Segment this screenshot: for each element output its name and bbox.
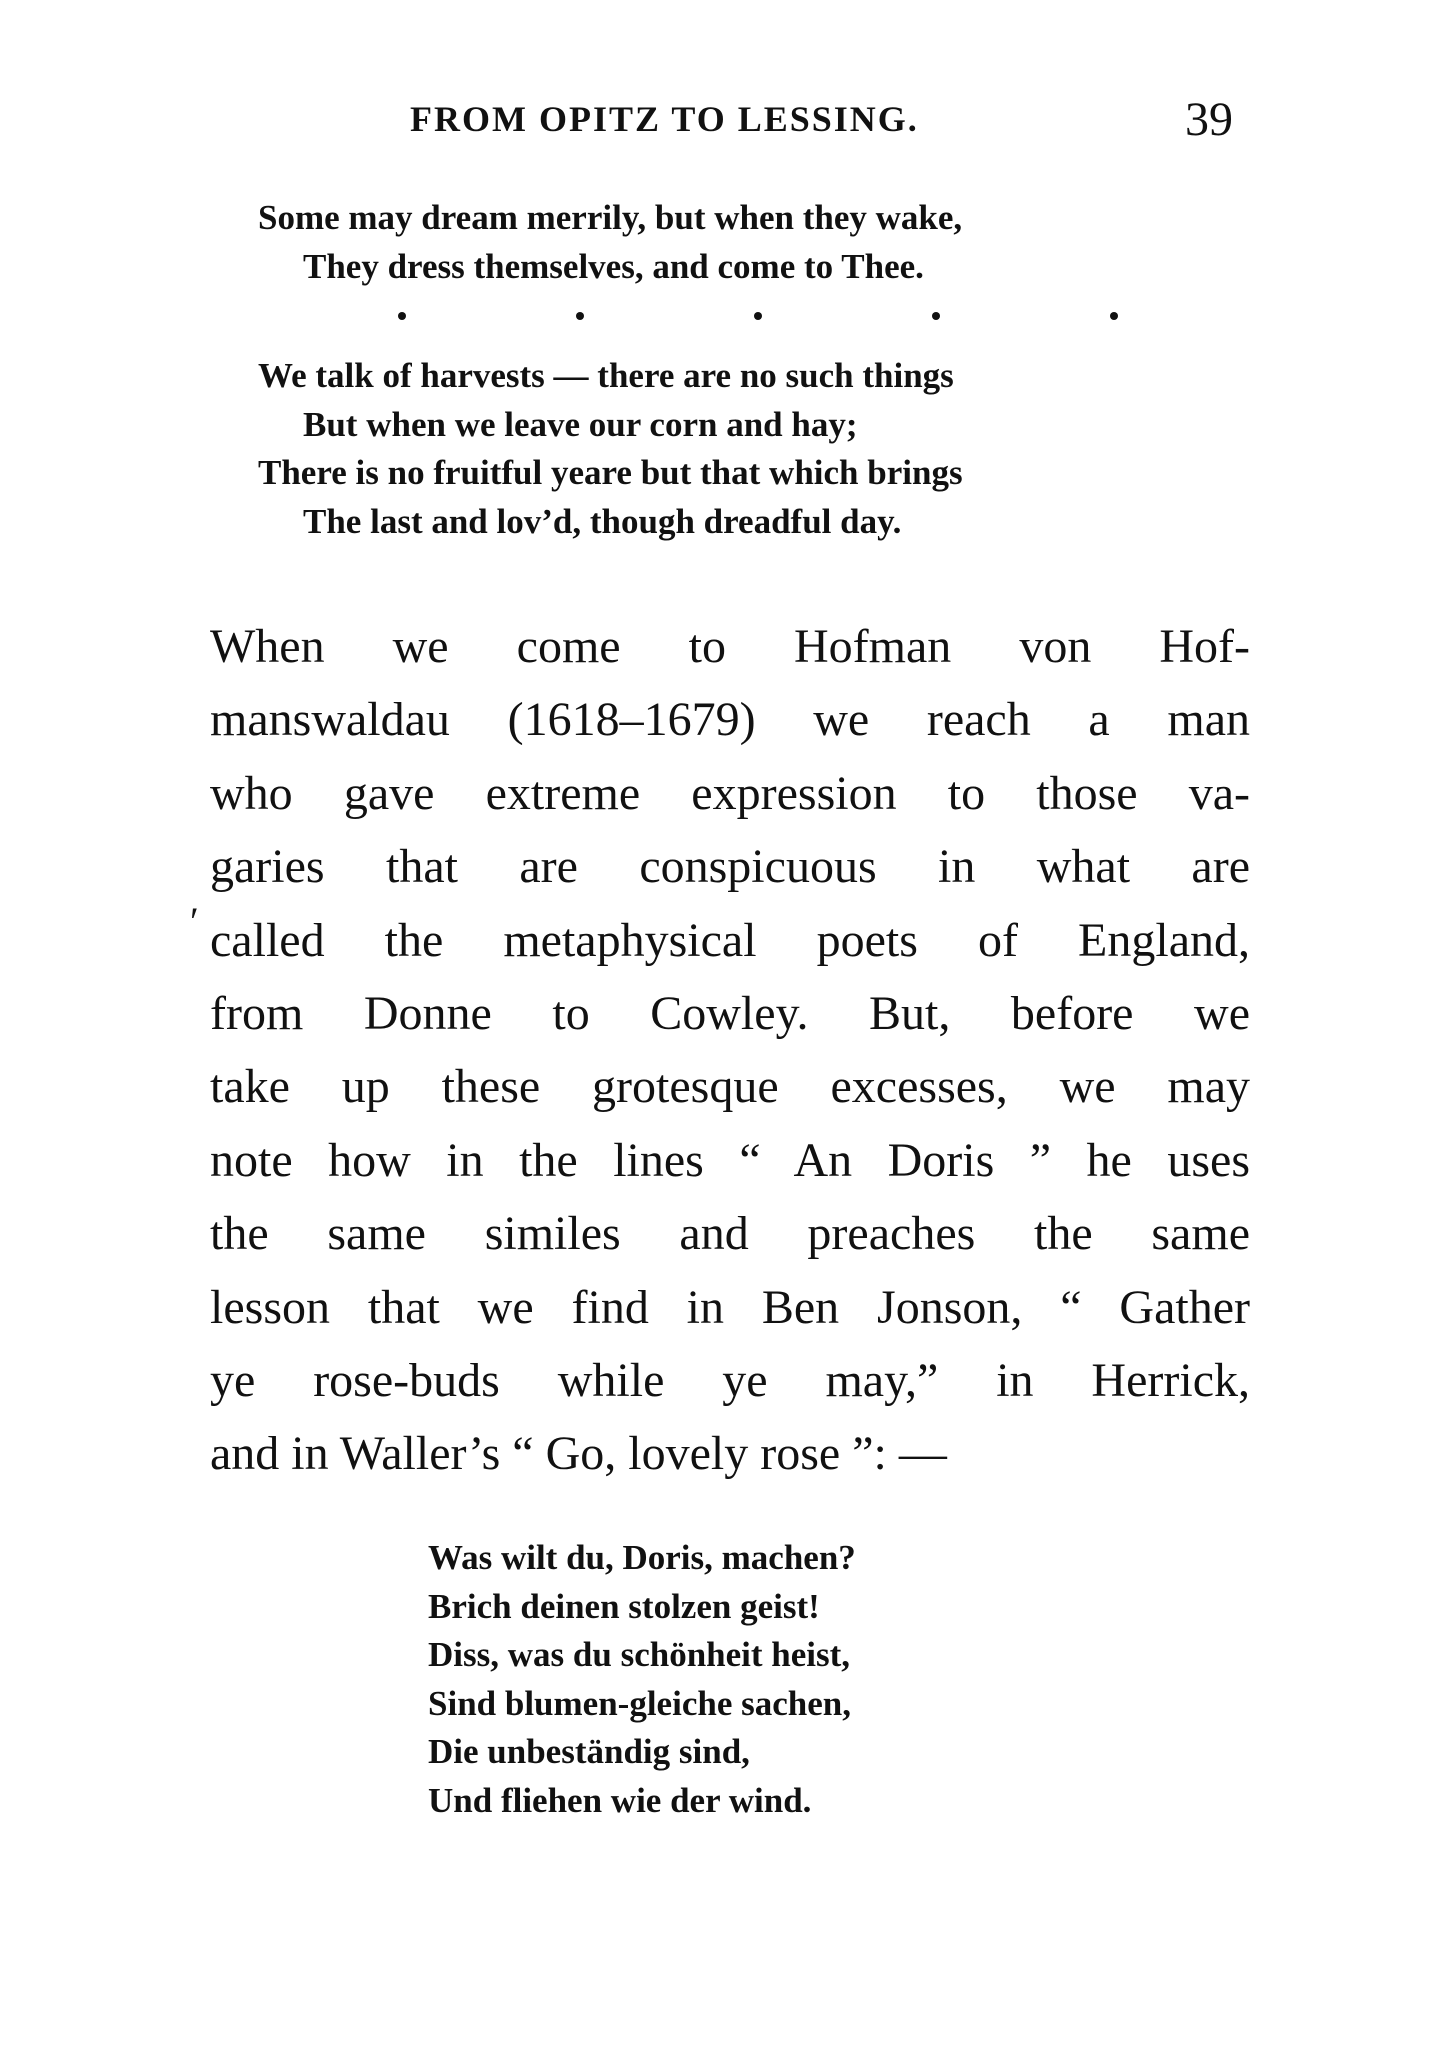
paragraph-line: manswaldau (1618–1679) we reach a man (210, 693, 1250, 747)
verse-line: Und fliehen wie der wind. (428, 1780, 812, 1820)
paragraph-line: ye rose-buds while ye may,” in Herrick, (210, 1353, 1250, 1407)
verse-line: Diss, was du schönheit heist, (428, 1635, 851, 1674)
verse-line: Sind blumen-gleiche sachen, (428, 1683, 851, 1723)
paragraph-line: who gave extreme expression to those va- (210, 766, 1250, 820)
verse-line: But when we leave our corn and hay; (303, 404, 858, 444)
verse-stanza-2 (258, 352, 963, 546)
verse-stanza-1 (258, 194, 962, 291)
verse-line: Some may dream merrily, but when they wake, (258, 198, 963, 237)
ellipsis-dot (932, 312, 940, 320)
ellipsis-dot (1110, 312, 1118, 320)
page-number: 39 (1185, 93, 1233, 146)
verse-line: Brich deinen stolzen geist! (428, 1586, 820, 1626)
body-paragraph (210, 610, 1250, 1491)
paragraph-line: the same similes and preaches the same (210, 1207, 1250, 1261)
paragraph-line: note how in the lines “ An Doris ” he uses (210, 1133, 1250, 1187)
paragraph-line: take up these grotesque excesses, we may (210, 1060, 1250, 1114)
stanza-ellipsis (398, 297, 1118, 327)
verse-line: The last and lov’d, though dreadful day. (303, 501, 902, 541)
verse-line: They dress themselves, and come to Thee. (303, 246, 924, 286)
paragraph-line: called the metaphysical poets of England, (210, 913, 1250, 967)
ellipsis-dot (754, 312, 762, 320)
paragraph-line: When we come to Hofman von Hof- (210, 620, 1250, 673)
margin-mark: ′ (190, 899, 199, 944)
verse-line: There is no fruitful yeare but that which brings (258, 453, 963, 492)
ellipsis-dot (398, 312, 406, 320)
verse-stanza-3 (428, 1534, 856, 1825)
paragraph-line: from Donne to Cowley. But, before we (210, 986, 1250, 1040)
running-header-title: FROM OPITZ TO LESSING. (410, 99, 919, 139)
paragraph-line: and in Waller’s “ Go, lovely rose ”: — (210, 1427, 947, 1481)
ellipsis-dot (576, 312, 584, 320)
paragraph-line: garies that are conspicuous in what are (210, 840, 1250, 894)
paragraph-line: lesson that we find in Ben Jonson, “ Gather (210, 1280, 1250, 1334)
verse-line: Die unbeständig sind, (428, 1732, 750, 1771)
verse-line: Was wilt du, Doris, machen? (428, 1538, 856, 1577)
verse-line: We talk of harvests — there are no such things (258, 356, 954, 395)
